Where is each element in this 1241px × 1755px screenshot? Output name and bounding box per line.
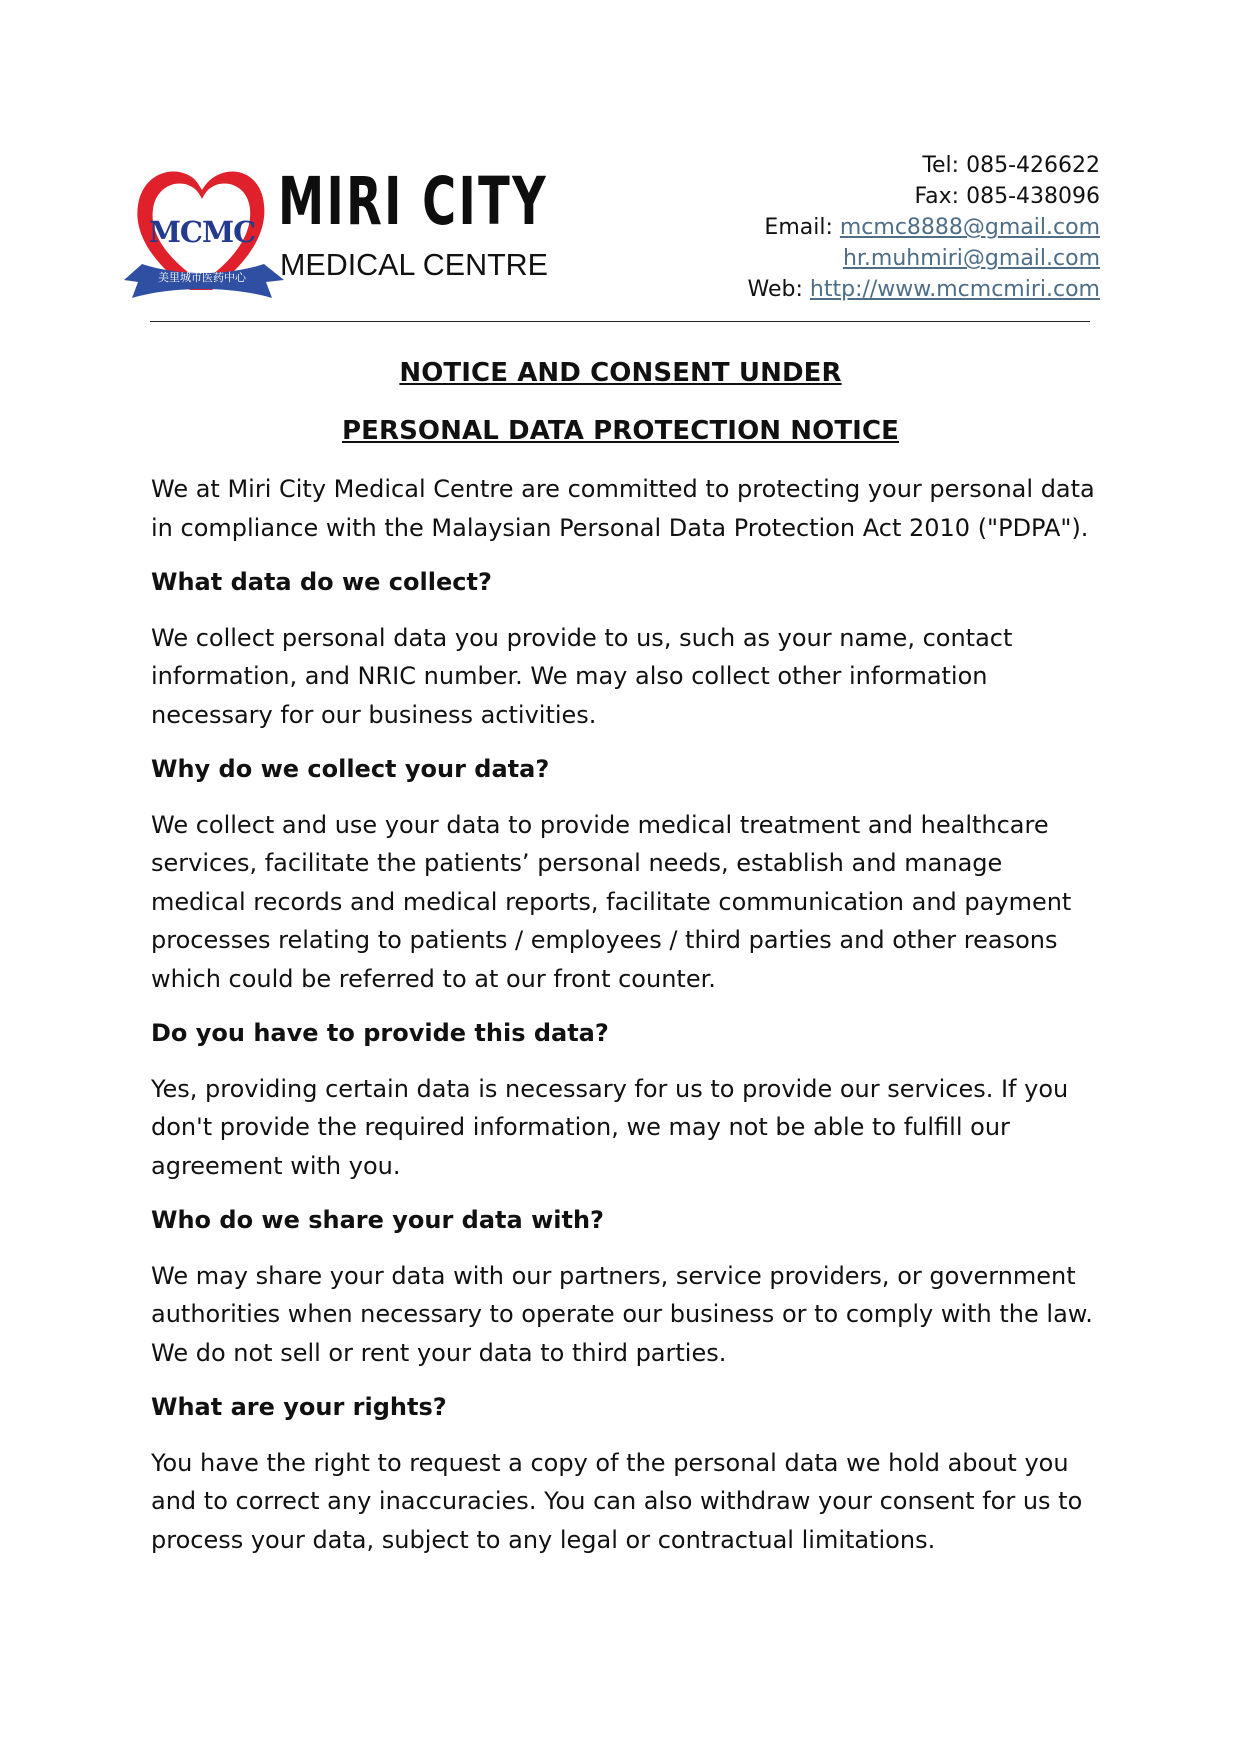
section-body: We may share your data with our partners, service providers, or government authorities when necessary to operate our business or to comply with the law. We do not sell or rent your data to third parties.: [151, 1261, 1093, 1367]
section-heading: Do you have to provide this data?: [151, 1019, 609, 1047]
header-divider: [150, 321, 1090, 322]
company-logo: [128, 160, 568, 310]
document-titles: [0, 358, 1241, 446]
tel-row: [748, 150, 1100, 181]
email-row-secondary: [748, 243, 1100, 274]
email-link-primary[interactable]: mcmc8888@gmail.com: [839, 215, 1100, 240]
intro-paragraph: We at Miri City Medical Centre are committed to protecting your personal data in compliance with the Malaysian Personal Data Protection Act 2010 ("PDPA").: [151, 475, 1095, 542]
logo-name-line2: MEDICAL CENTRE: [280, 247, 548, 282]
fax-value: 085-438096: [966, 184, 1100, 209]
section-body: Yes, providing certain data is necessary for us to provide our services. If you don't provide the required information, we may not be able to fulfill our agreement with you.: [151, 1074, 1069, 1180]
email-link-secondary[interactable]: hr.muhmiri@gmail.com: [842, 246, 1100, 271]
section-body: We collect and use your data to provide medical treatment and healthcare services, facilitate the patients’ personal needs, establish and manage medical records and medical reports, facilitate communication and payment processes relating to patients / employees / third parties and other reasons which could be referred to at our front counter.: [151, 810, 1072, 993]
section-body: You have the right to request a copy of the personal data we hold about you and to correct any inaccuracies. You can also withdraw your consent for us to process your data, subject to any legal or contractual limitations.: [151, 1448, 1083, 1554]
email-label: Email:: [764, 215, 833, 240]
contact-block: [748, 150, 1100, 305]
section-heading: What data do we collect?: [151, 568, 492, 596]
logo-name-line1: MIRI CITY: [278, 163, 548, 240]
fax-row: [748, 181, 1100, 212]
title-line-1: NOTICE AND CONSENT UNDER: [399, 358, 842, 388]
email-row: [748, 212, 1100, 243]
document-body: [151, 470, 1101, 1575]
section-body: We collect personal data you provide to us, such as your name, contact information, and NRIC number. We may also collect other information necessary for our business activities.: [151, 623, 1013, 729]
logo-chinese-text: 美里城市医药中心: [158, 271, 246, 284]
tel-value: 085-426622: [966, 153, 1100, 178]
logo-badge-text: MCMC: [148, 215, 256, 249]
tel-label: Tel:: [922, 153, 960, 178]
website-link[interactable]: http://www.mcmcmiri.com: [809, 277, 1100, 302]
section-heading: Who do we share your data with?: [151, 1206, 604, 1234]
section-heading: What are your rights?: [151, 1393, 447, 1421]
section-heading: Why do we collect your data?: [151, 755, 550, 783]
web-label: Web:: [747, 277, 803, 302]
fax-label: Fax:: [914, 184, 960, 209]
web-row: [748, 274, 1100, 305]
title-line-2: PERSONAL DATA PROTECTION NOTICE: [341, 416, 900, 446]
